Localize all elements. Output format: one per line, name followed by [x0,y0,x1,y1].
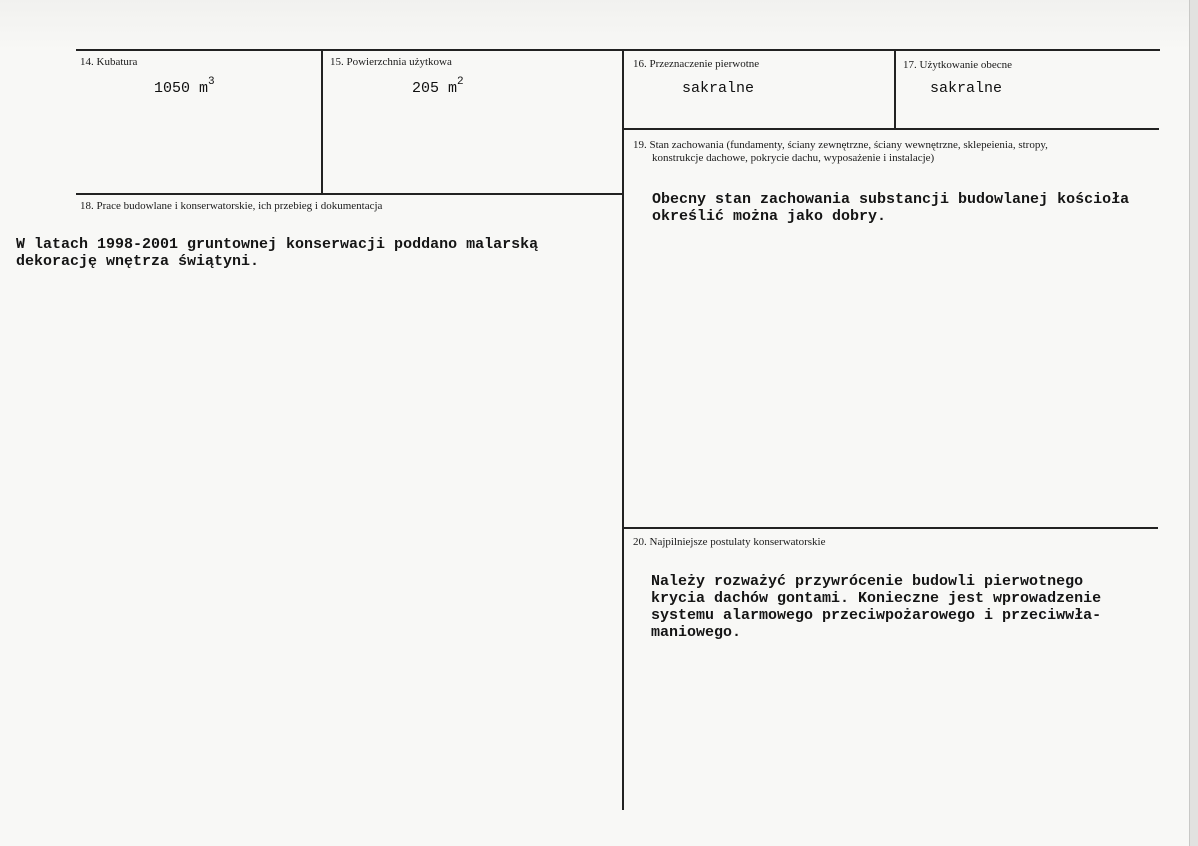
card-edge [1189,0,1198,846]
uzytkowanie-value: sakralne [930,80,1003,97]
stan-label-line1: 19. Stan zachowania (fundamenty, ściany zewnętrzne, ściany wewnętrzne, sklepeienia, stropy, [633,139,1048,151]
powierzchnia-label: 15. Powierzchnia użytkowa [330,56,452,68]
kubatura-number: 1050 m [154,80,209,97]
rule-under-14-15 [76,193,623,195]
kubatura-unit-exponent: 3 [208,76,215,88]
postulaty-label: 20. Najpilniejsze postulaty konserwatorskie [633,536,826,548]
powierzchnia-unit-exponent: 2 [457,76,464,88]
kubatura-label: 14. Kubatura [80,56,138,68]
rule-above-20 [622,527,1158,529]
powierzchnia-number: 205 m [412,80,458,97]
przeznaczenie-value: sakralne [682,80,755,97]
stan-text: Obecny stan zachowania substancji budowlanej kościoła określić można jako dobry. [652,191,1130,225]
stan-label-line2: konstrukcje dachowe, pokrycie dachu, wyposażenie i instalacje) [652,152,935,164]
top-rule [76,49,1160,51]
divider-16-17 [894,50,896,128]
przeznaczenie-label: 16. Przeznaczenie pierwotne [633,58,760,70]
kubatura-value [154,78,215,97]
divider-14-15 [321,50,323,193]
postulaty-text: Należy rozważyć przywrócenie budowli pierwotnego krycia dachów gontami. Konieczne jest wprowadzenie systemu alarmowego przeciwpożarowego i przeciwwła- maniowego. [651,573,1102,641]
prace-label: 18. Prace budowlane i konserwatorskie, ich przebieg i dokumentacja [80,200,383,212]
prace-text: W latach 1998-2001 gruntownej konserwacji poddano malarską dekorację wnętrza świątyni. [16,236,539,270]
powierzchnia-value [412,78,464,97]
uzytkowanie-label: 17. Użytkowanie obecne [903,59,1013,71]
rule-under-16-17 [622,128,1159,130]
divider-center [622,50,624,810]
